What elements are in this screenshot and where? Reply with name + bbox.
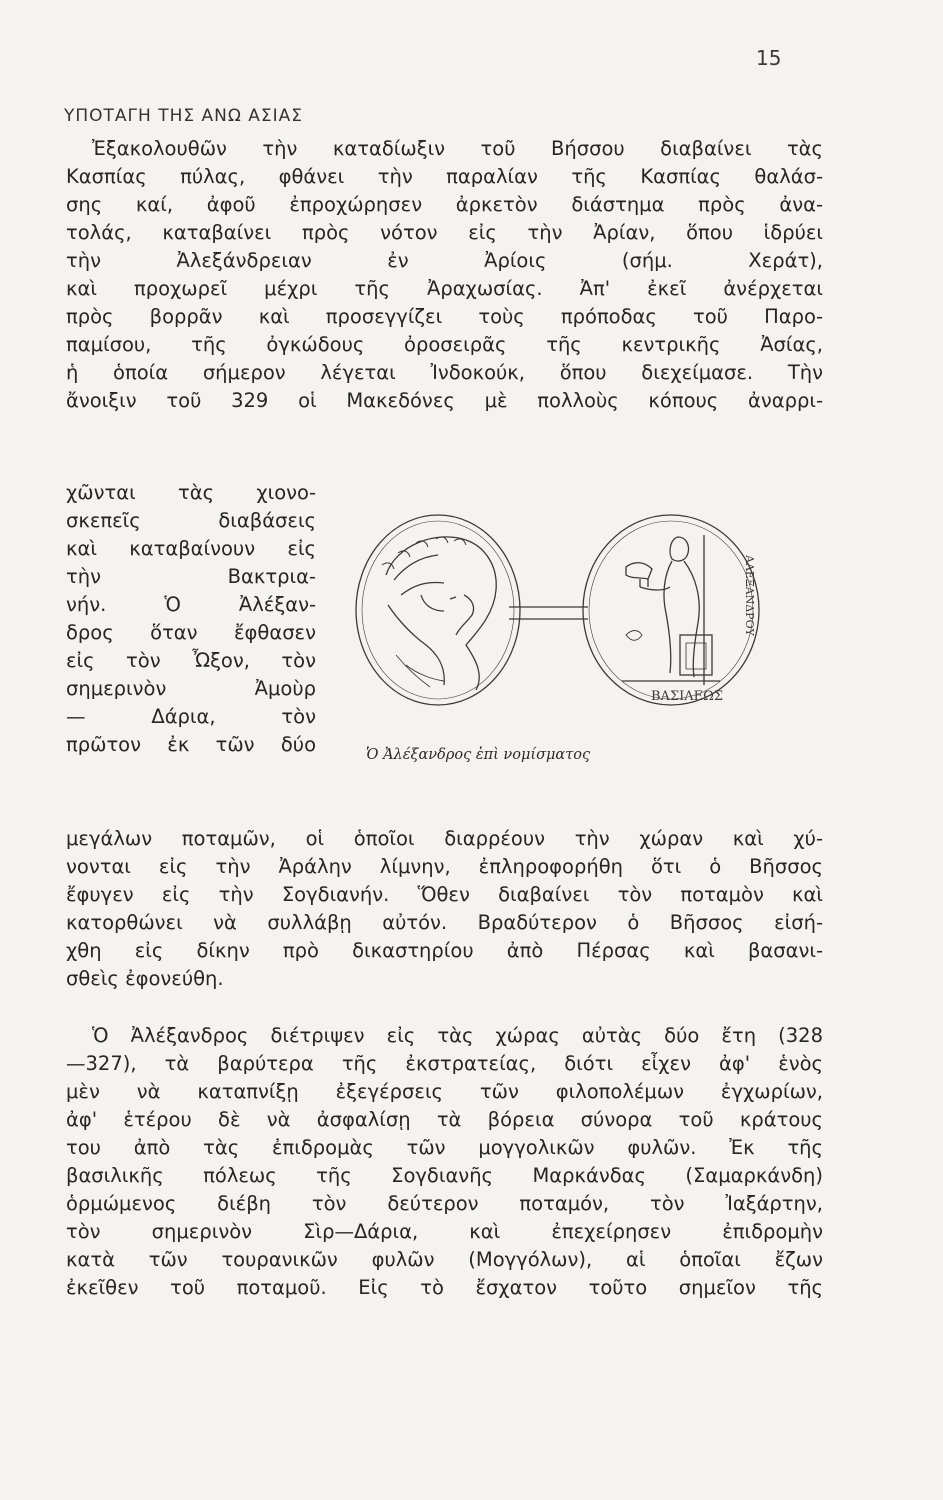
text-line: μεγάλων ποταμῶν, οἱ ὁποῖοι διαρρέουν τὴν χώραν καὶ χύ- [66,827,823,850]
text-line: ἡ ὁποία σήμερον λέγεται Ἰνδοκούκ, ὅπου διεχείμασε. Τὴν [66,361,823,384]
coin-reverse [583,515,759,705]
text-line: σκεπεῖς διαβάσεις [66,509,316,532]
text-line: σημερινὸν Ἀμοὺρ [66,677,316,700]
text-line: Κασπίας πύλας, φθάνει τὴν παραλίαν τῆς Κασπίας θαλάσ- [66,165,823,188]
text-line: παμίσου, τῆς ὀγκώδους ὀροσειρᾶς τῆς κεντρικῆς Ἀσίας, [66,333,823,356]
text-line: μὲν νὰ καταπνίξῃ ἐξεγέρσεις τῶν φιλοπολέμων ἐγχωρίων, [66,1080,823,1103]
text-line: χῶνται τὰς χιονο- [66,481,316,504]
paragraph-1 [66,135,823,415]
coin-figure [326,495,786,795]
text-line: βασιλικῆς πόλεως τῆς Σογδιανῆς Μαρκάνδας (Σαμαρκάνδη) [66,1164,823,1187]
coin-obverse [356,515,520,705]
text-line: ὁρμώμενος διέβη τὸν δεύτερον ποταμόν, τὸν Ἰαξάρτην, [66,1192,823,1215]
text-line: ἐκεῖθεν τοῦ ποταμοῦ. Εἰς τὸ ἔσχατον τοῦτο σημεῖον τῆς [66,1276,823,1299]
text-line: νήν. Ὁ Ἀλέξαν- [66,593,316,616]
text-line: ἀφ' ἑτέρου δὲ νὰ ἀσφαλίσῃ τὰ βόρεια σύνορα τοῦ κράτους [66,1108,823,1131]
text-line: ἄνοιξιν τοῦ 329 οἱ Μακεδόνες μὲ πολλοὺς κόπους ἀναρρι- [66,389,823,412]
text-line: Ὁ Ἀλέξανδρος διέτριψεν εἰς τὰς χώρας αὐτὰς δύο ἔτη (328 [92,1024,823,1047]
text-line: κατορθώνει νὰ συλλάβῃ αὐτόν. Βραδύτερον ὁ Βῆσσος εἰσή- [66,911,823,934]
page-number: 15 [756,46,782,70]
text-line: —327), τὰ βαρύτερα τῆς ἐκστρατείας, διότι εἶχεν ἀφ' ἑνὸς [66,1052,823,1075]
text-line: τὸν σημερινὸν Σὶρ—Δάρια, καὶ ἐπεχείρησεν ἐπιδρομὴν [66,1220,823,1243]
text-line: του ἀπὸ τὰς ἐπιδρομὰς τῶν μογγολικῶν φυλῶν. Ἐκ τῆς [66,1136,823,1159]
paragraph-1-side-column [66,479,316,759]
text-line: χθη εἰς δίκην πρὸ δικαστηρίου ἀπὸ Πέρσας καὶ βασανι- [66,939,823,962]
text-line: Ἐξακολουθῶν τὴν καταδίωξιν τοῦ Βήσσου διαβαίνει τὰς [92,137,823,160]
text-line: καὶ προχωρεῖ μέχρι τῆς Ἀραχωσίας. Ἀπ' ἐκεῖ ἀνέρχεται [66,277,823,300]
coin-legend-bottom: ΒΑΣΙΛΕΩΣ [651,689,724,704]
text-line: ἔφυγεν εἰς τὴν Σογδιανήν. Ὅθεν διαβαίνει τὸν ποταμὸν καὶ [66,883,823,906]
text-line: σθεὶς ἐφονεύθη. [66,967,224,990]
text-line: τολάς, καταβαίνει πρὸς νότον εἰς τὴν Ἀρίαν, ὅπου ἱδρύει [66,221,823,244]
text-line: νονται εἰς τὴν Ἀράλην λίμνην, ἐπληροφορήθη ὅτι ὁ Βῆσσος [66,855,823,878]
coin-illustration [326,495,786,745]
text-line: — Δάρια, τὸν [66,705,316,728]
eagle-icon [626,563,652,579]
text-line: δρος ὅταν ἔφθασεν [66,621,316,644]
text-line: καὶ καταβαίνουν εἰς [66,537,316,560]
text-line: πρῶτον ἐκ τῶν δύο [66,733,316,756]
text-line: κατὰ τῶν τουρανικῶν φυλῶν (Μογγόλων), αἱ ὁποῖαι ἔζων [66,1248,823,1271]
figure-caption: Ὁ Ἀλέξανδρος ἐπὶ νομίσματος [366,747,591,763]
paragraph-1-continued [66,825,823,993]
text-line: εἰς τὸν Ὦξον, τὸν [66,649,316,672]
text-line: τὴν Βακτρια- [66,565,316,588]
text-line: τὴν Ἀλεξάνδρειαν ἐν Ἀρίοις (σήμ. Χεράτ), [66,249,823,272]
coin-legend-side: ΑΛΕΞΑΝΔΡΟΥ [743,555,756,636]
section-heading: ΥΠΟΤΑΓΗ ΤΗΣ ΑΝΩ ΑΣΙΑΣ [64,106,304,126]
text-line: σης καί, ἀφοῦ ἐπροχώρησεν ἀρκετὸν διάστημα πρὸς ἀνα- [66,193,823,216]
text-line: πρὸς βορρᾶν καὶ προσεγγίζει τοὺς πρόποδας τοῦ Παρο- [66,305,823,328]
paragraph-2 [66,1022,823,1302]
